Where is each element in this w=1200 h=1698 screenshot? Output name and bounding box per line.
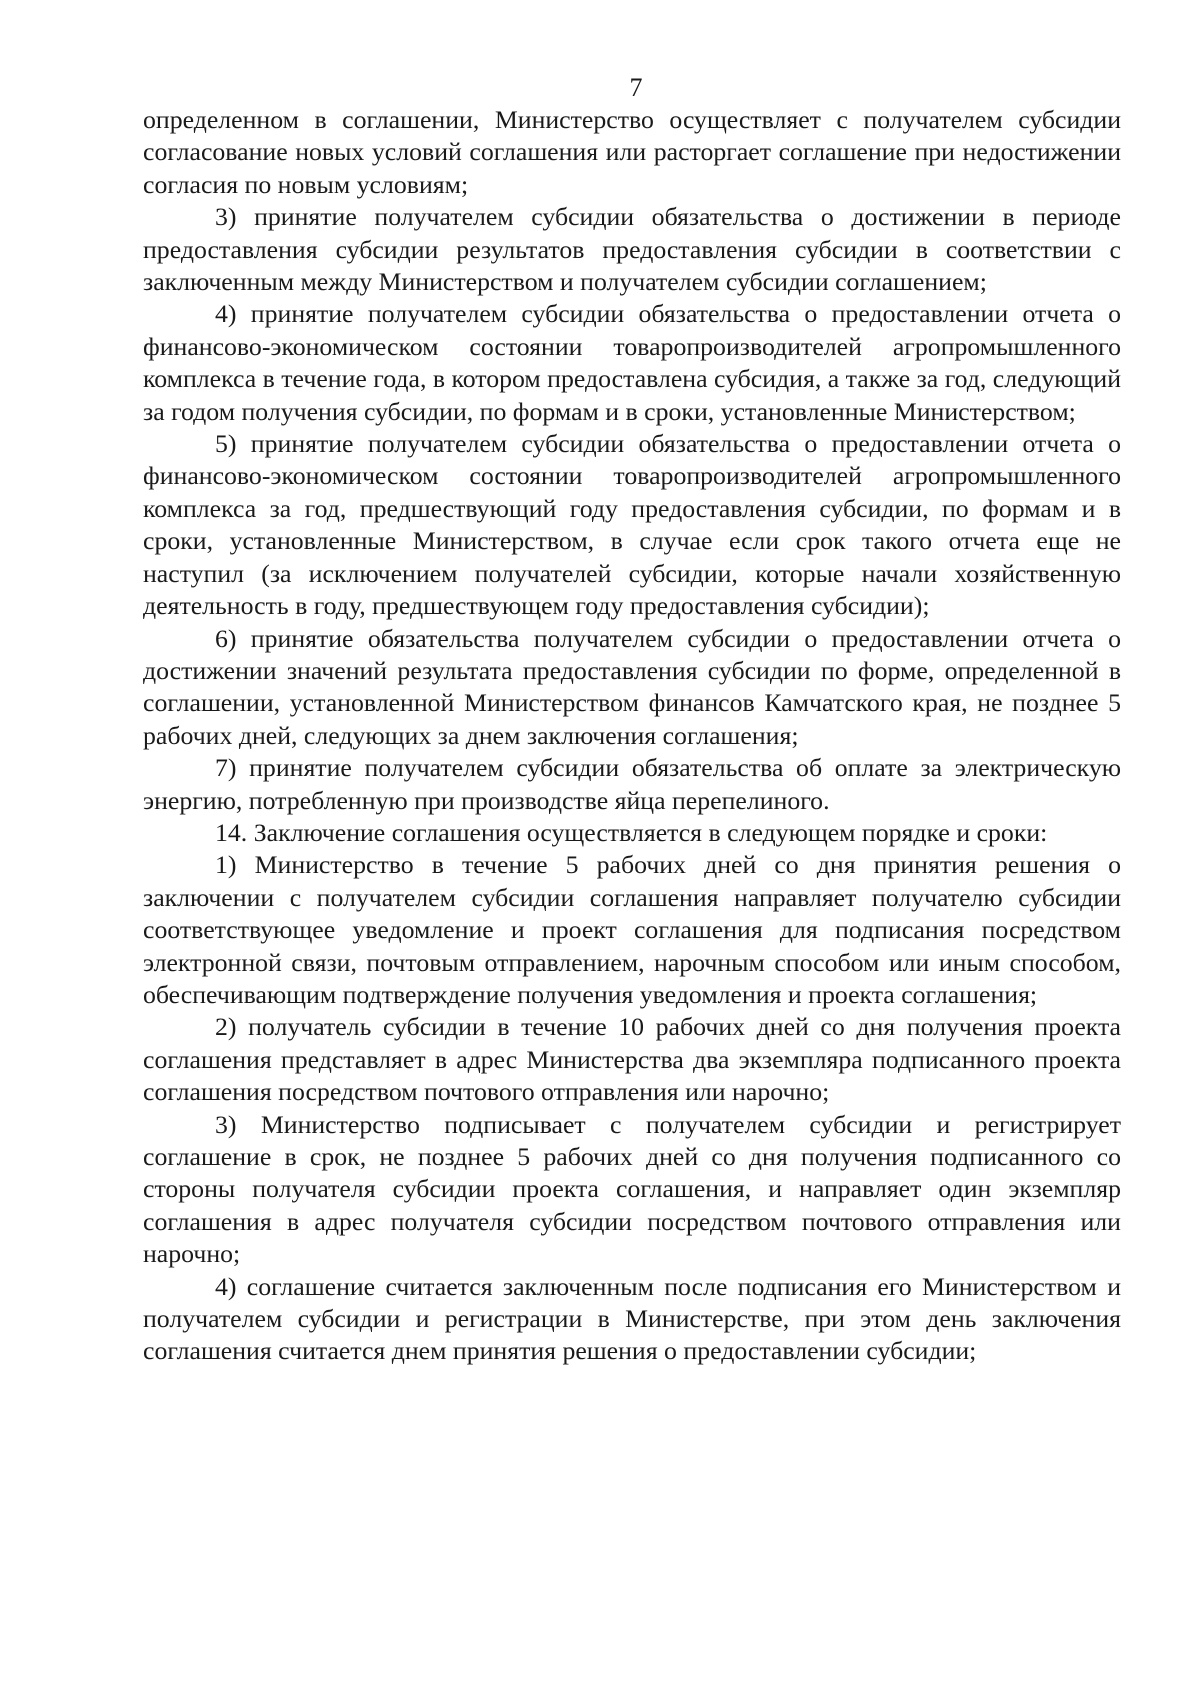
paragraph-section-14: 14. Заключение соглашения осуществляется в следующем порядке и сроки: <box>215 817 1048 847</box>
paragraph-item-3: 3) принятие получателем субсидии обязательства о достижении в периоде предоставления субсидии результатов предоставления субсидии в соответствии с заключенным между Министерством и получателем субсидии соглашением; <box>143 202 1121 297</box>
document-page <box>143 72 1121 1368</box>
paragraph-item-6: 6) принятие обязательства получателем субсидии о предоставлении отчета о достижении значений результата предоставления субсидии по форме, определенной в соглашении, установленной Министерством финансов Камчатского края, не позднее 5 рабочих дней, следующих за днем заключения соглашения; <box>143 623 1121 750</box>
paragraph-item-4: 4) принятие получателем субсидии обязательства о предоставлении отчета о финансово-экономическом состоянии товаропроизводителей агропромышленного комплекса в течение года, в котором предоставлена субсидия, а также за год, следующий за годом получения субсидии, по формам и в сроки, установленные Министерством; <box>143 299 1122 426</box>
page-number: 7 <box>629 73 643 102</box>
paragraph-step-1: 1) Министерство в течение 5 рабочих дней со дня принятия решения о заключении с получателем субсидии соглашения направляет получателю субсидии соответствующее уведомление и проект соглашения для подписания посредством электронной связи, почтовым отправлением, нарочным способом или иным способом, обеспечивающим подтверждение получения уведомления и проекта соглашения; <box>143 850 1121 1009</box>
paragraph-step-3: 3) Министерство подписывает с получателем субсидии и регистрирует соглашение в срок, не позднее 5 рабочих дней со дня получения подписанного со стороны получателя субсидии проекта соглашения, и направляет один экземпляр соглашения в адрес получателя субсидии посредством почтового отправления или нарочно; <box>143 1109 1121 1269</box>
paragraph-item-5: 5) принятие получателем субсидии обязательства о предоставлении отчета о финансово-экономическом состоянии товаропроизводителей агропромышленного комплекса за год, предшествующий году предоставления субсидии, по формам и в сроки, установленные Министерством, в случае если срок такого отчета еще не наступил (за исключением получателей субсидии, которые начали хозяйственную деятельность в году, предшествующем году предоставления субсидии); <box>143 429 1121 621</box>
paragraph-item-7: 7) принятие получателем субсидии обязательства об оплате за электрическую энергию, потребленную при производстве яйца перепелиного. <box>143 753 1121 815</box>
paragraph-step-4: 4) соглашение считается заключенным после подписания его Министерством и получателем субсидии и регистрации в Министерстве, при этом день заключения соглашения считается днем принятия решения о предоставлении субсидии; <box>143 1271 1121 1366</box>
paragraph-continuation: определенном в соглашении, Министерство осуществляет с получателем субсидии согласование новых условий соглашения или расторгает соглашение при недостижении согласия по новым условиям; <box>143 105 1121 199</box>
paragraph-step-2: 2) получатель субсидии в течение 10 рабочих дней со дня получения проекта соглашения представляет в адрес Министерства два экземпляра подписанного проекта соглашения посредством почтового отправления или нарочно; <box>143 1012 1121 1107</box>
